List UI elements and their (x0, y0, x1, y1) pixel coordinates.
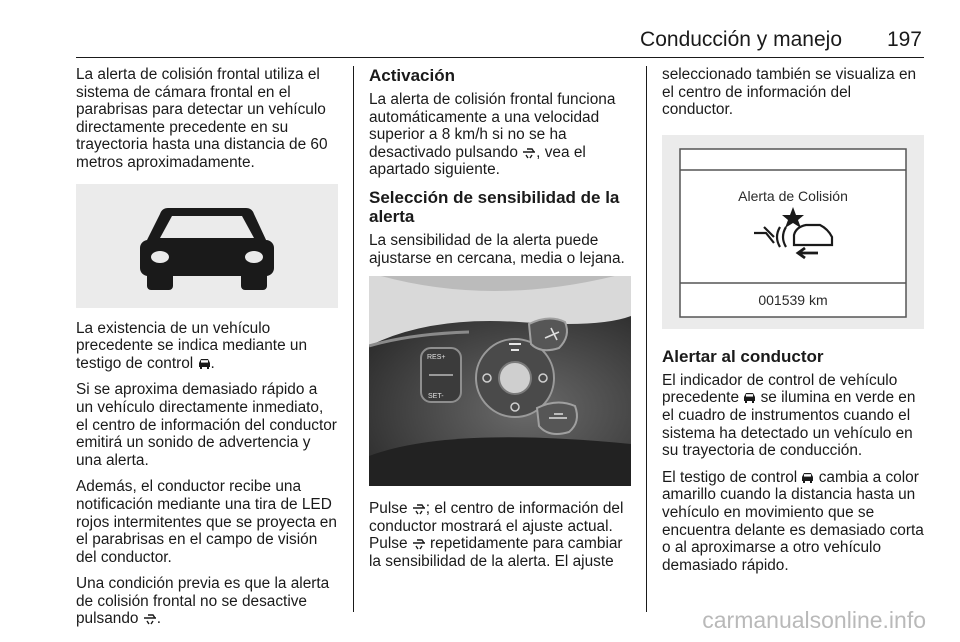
paragraph: Si se aproxima demasiado rápido a un vehículo directamente inmediato, el centro de información del conductor emitirá un sonido de advertencia y una alerta. (76, 381, 337, 469)
paragraph: Una condición previa es que la alerta de colisión frontal no se desactive pulsando . (76, 575, 330, 628)
set-button-label: SET- (428, 393, 444, 401)
heading-alert-driver: Alertar al conductor (662, 346, 824, 366)
heading-activation: Activación (369, 66, 455, 85)
section-title: Conducción y manejo (640, 28, 842, 51)
car-indicator-figure (76, 184, 338, 308)
collision-alert-button-icon (412, 503, 426, 515)
paragraph: La alerta de colisión frontal utiliza el sistema de cámara frontal en el parabrisas para detectar un vehículo directamente precedente en su trayectoria hasta una distancia de 60 metros aproximadamente. (76, 66, 328, 171)
column-divider-1 (353, 66, 354, 612)
display-title: Alerta de Colisión (738, 187, 848, 204)
paragraph: Pulse ; el centro de información del conductor mostrará el ajuste actual. Pulse repetidamente para cambiar la sensibilidad de la alerta. El ajuste (369, 500, 624, 570)
heading-sensitivity: Selección de sensibilidad de la alerta (369, 187, 620, 226)
paragraph: El indicador de control de vehículo precedente se ilumina en verde en el cuadro de instrumentos cuando el sistema ha detectado un vehículo en su trayectoria de conducción. (662, 371, 916, 460)
steering-wheel-illustration (369, 276, 631, 486)
paragraph: La alerta de colisión frontal funciona automáticamente a una velocidad superior a 8 km/h si no se ha desactivado pulsando , vea el apartado siguiente. (369, 91, 616, 179)
header-rule (76, 57, 924, 58)
car-front-icon (76, 184, 338, 308)
paragraph: La sensibilidad de la alerta puede ajustarse en cercana, media o lejana. (369, 231, 625, 267)
column-3 (662, 66, 924, 583)
watermark: carmanualsonline.info (702, 607, 926, 633)
collision-alert-button-icon (412, 538, 426, 550)
column-2 (369, 66, 631, 580)
paragraph: Además, el conductor recibe una notificación mediante una tira de LED rojos intermitentes que se proyecta en el parabrisas en el campo de visión del conductor. (76, 478, 337, 566)
steering-wheel-controls-figure (369, 276, 631, 486)
column-1 (76, 66, 338, 637)
driver-information-display-figure (662, 135, 924, 329)
odometer-readout: 001539 km (758, 291, 828, 308)
page-number: 197 (886, 28, 922, 51)
collision-alert-button-icon (143, 613, 157, 625)
res-button-label: RES+ (427, 354, 446, 362)
car-front-icon (743, 392, 756, 404)
car-front-icon (198, 358, 211, 370)
car-front-icon (801, 472, 814, 484)
column-divider-2 (646, 66, 647, 612)
collision-alert-display (662, 135, 924, 329)
page-header (76, 28, 924, 58)
paragraph: seleccionado también se visualiza en el centro de información del conductor. (662, 66, 917, 119)
paragraph: El testigo de control cambia a color amarillo cuando la distancia hasta un vehículo en movimiento que se encuentra delante es demasiado corta o al aproximarse a otro vehículo demasiado rápido. (662, 468, 924, 574)
paragraph: La existencia de un vehículo precedente se indica mediante un testigo de control . (76, 319, 308, 372)
collision-alert-button-icon (522, 147, 536, 159)
